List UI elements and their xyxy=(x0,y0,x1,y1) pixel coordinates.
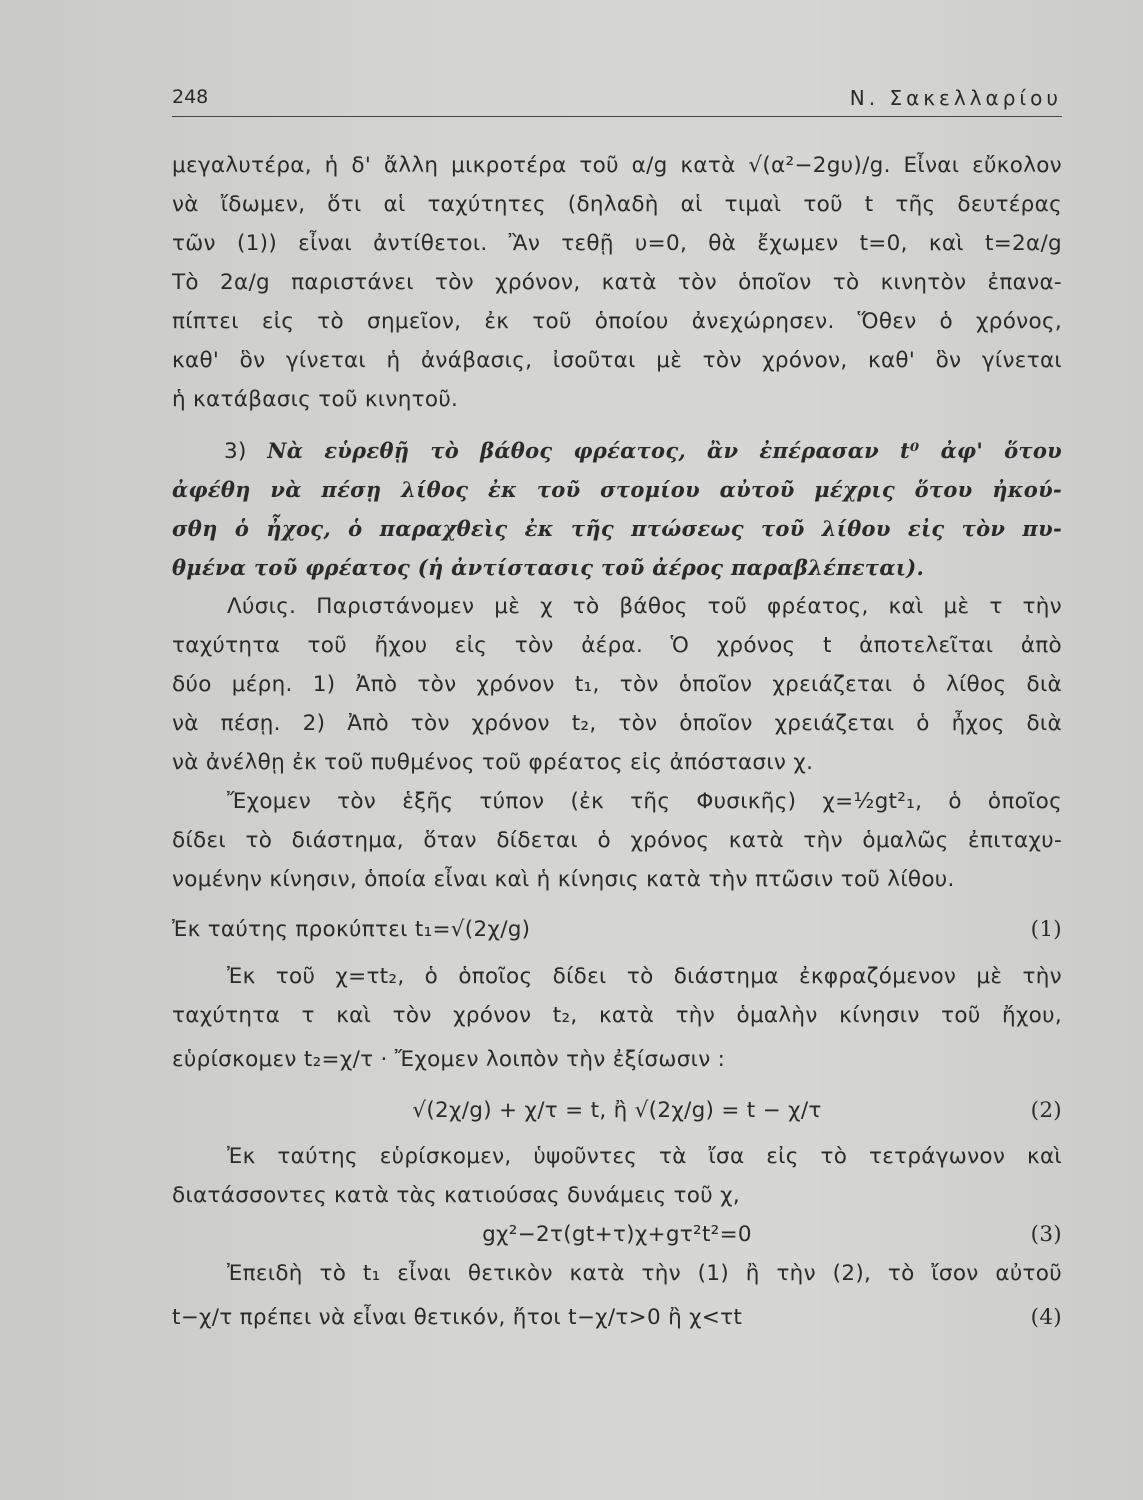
problem-line xyxy=(172,433,1062,472)
equation-text: √(2χ/g) + χ/τ = t, ἢ √(2χ/g) = t − χ/τ xyxy=(412,1098,822,1123)
text-line: διατάσσοντες κατὰ τὰς κατιούσας δυνάμεις τοῦ χ, xyxy=(172,1183,740,1208)
equation-1 xyxy=(172,901,1062,959)
text-line: νομένην κίνησιν, ὁποία εἶναι καὶ ἡ κίνησις κατὰ τὴν πτῶσιν τοῦ λίθου. xyxy=(172,867,955,892)
equation-text: gχ²−2τ(gt+τ)χ+gτ²t²=0 xyxy=(482,1222,752,1247)
problem-number: 3) xyxy=(224,439,247,464)
equation-number: (3) xyxy=(1030,1222,1062,1247)
text-line: νὰ ἀνέλθῃ ἐκ τοῦ πυθμένος τοῦ φρέατος εἰς ἀπόστασιν χ. xyxy=(172,750,814,775)
problem-line: σθη ὁ ἦχος, ὁ παραχθεὶς ἐκ τῆς πτώσεως τοῦ λίθου εἰς τὸν πυ- xyxy=(172,516,1062,541)
text-line: ταχύτητα τοῦ ἤχου εἰς τὸν ἀέρα. Ὁ χρόνος t ἀποτελεῖται ἀπὸ xyxy=(172,633,1062,658)
text-line: Ἐκ τοῦ χ=τt₂, ὁ ὁποῖος δίδει τὸ διάστημα ἐκφραζόμενον μὲ τὴν xyxy=(227,964,1062,989)
equation-3 xyxy=(172,1217,1062,1256)
problem-line: θμένα τοῦ φρέατος (ἡ ἀντίστασις τοῦ ἀέρος παραβλέπεται). xyxy=(172,555,925,580)
text-line: πίπτει εἰς τὸ σημεῖον, ἐκ τοῦ ὁποίου ἀνεχώρησεν. Ὅθεν ὁ χρόνος, xyxy=(172,309,1062,334)
text-line: Ἔχομεν τὸν ἑξῆς τύπον (ἐκ τῆς Φυσικῆς) χ=½gt²₁, ὁ ὁποῖος xyxy=(227,789,1062,814)
equation-2 xyxy=(172,1083,1062,1139)
text-line: νὰ πέσῃ. 2) Ἀπὸ τὸν χρόνον t₂, τὸν ὁποῖον χρειάζεται ὁ ἦχος διὰ xyxy=(172,711,1062,736)
equation-text: Ἐκ ταύτης προκύπτει t₁=√(2χ/g) xyxy=(172,917,531,942)
text-line: Λύσις. Παριστάνομεν μὲ χ τὸ βάθος τοῦ φρέατος, καὶ μὲ τ τὴν xyxy=(227,594,1062,619)
text-line: καθ' ὃν γίνεται ἡ ἀνάβασις, ἰσοῦται μὲ τὸν χρόνον, καθ' ὃν γίνεται xyxy=(172,348,1062,373)
text-line: μεγαλυτέρα, ἡ δ' ἄλλη μικροτέρα τοῦ α/g κατὰ √(α²−2gυ)/g. Εἶναι εὔκολον xyxy=(172,153,1062,178)
equation-number: (4) xyxy=(1030,1305,1062,1330)
text-line: ταχύτητα τ καὶ τὸν χρόνον t₂, κατὰ τὴν ὁμαλὴν κίνησιν τοῦ ἤχου, xyxy=(172,1003,1062,1028)
text-line: νὰ ἴδωμεν, ὅτι αἱ ταχύτητες (δηλαδὴ αἱ τιμαὶ τοῦ t τῆς δευτέρας xyxy=(172,192,1062,217)
text-line: τῶν (1)) εἶναι ἀντίθετοι. Ἂν τεθῇ υ=0, θὰ ἔχωμεν t=0, καὶ t=2α/g xyxy=(172,231,1062,256)
problem-line: ἀφέθη νὰ πέσῃ λίθος ἐκ τοῦ στομίου αὐτοῦ μέχρις ὅτου ἠκού- xyxy=(172,477,1062,502)
text-line: ἡ κατάβασις τοῦ κινητοῦ. xyxy=(172,387,459,412)
text-line: δύο μέρη. 1) Ἀπὸ τὸν χρόνον t₁, τὸν ὁποῖον χρειάζεται ὁ λίθος διὰ xyxy=(172,672,1062,697)
text-line: Τὸ 2α/g παριστάνει τὸν χρόνον, κατὰ τὸν ὁποῖον τὸ κινητὸν ἐπανα- xyxy=(172,270,1062,295)
text-line: δίδει τὸ διάστημα, ὅταν δίδεται ὁ χρόνος κατὰ τὴν ὁμαλῶς ἐπιταχυ- xyxy=(172,828,1062,853)
page-number: 248 xyxy=(172,86,209,108)
text-line: Ἐκ ταύτης εὑρίσκομεν, ὑψοῦντες τὰ ἴσα εἰς τὸ τετράγωνον καὶ xyxy=(227,1144,1062,1169)
problem-text: Νὰ εὑρεθῇ τὸ βάθος φρέατος, ἂν ἐπέρασαν t⁰ ἀφ' ὅτου xyxy=(267,438,1062,463)
equation-number: (2) xyxy=(1030,1098,1062,1123)
author-name: N. Σακελλαρίου xyxy=(849,86,1062,110)
text-line: Ἐπειδὴ τὸ t₁ εἶναι θετικὸν κατὰ τὴν (1) ἢ τὴν (2), τὸ ἴσον αὐτοῦ xyxy=(227,1261,1062,1286)
body-text xyxy=(172,148,1062,1341)
equation-4 xyxy=(172,1295,1062,1341)
equation-number: (1) xyxy=(1030,917,1062,942)
text-line: εὑρίσκομεν t₂=χ/τ · Ἔχομεν λοιπὸν τὴν ἐξίσωσιν : xyxy=(172,1047,726,1072)
equation-text: t−χ/τ πρέπει νὰ εἶναι θετικόν, ἤτοι t−χ/τ>0 ἢ χ<τt xyxy=(172,1305,743,1330)
running-header xyxy=(172,86,1062,117)
